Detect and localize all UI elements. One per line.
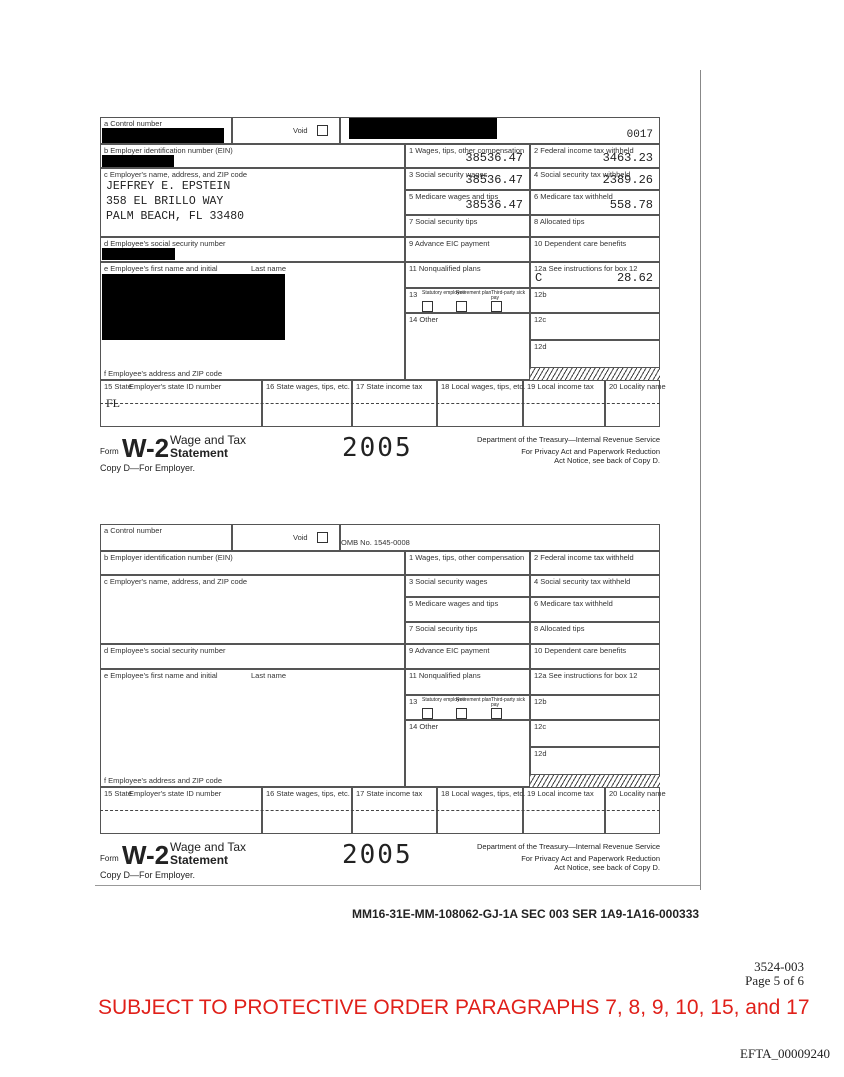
box1-cell: [405, 144, 530, 168]
form-footer: [100, 838, 660, 882]
box13-cell: [405, 288, 530, 313]
employee-name-cell: [100, 669, 405, 787]
form-word: Form: [100, 854, 119, 863]
form-w2-title: W-2: [122, 840, 170, 870]
void-cell: [232, 524, 340, 551]
box17-cell-label: 17 State income tax: [356, 382, 423, 391]
ssn-cell: [100, 644, 405, 669]
box18-cell-label: 18 Local wages, tips, etc.: [441, 789, 526, 798]
redaction: [102, 155, 174, 167]
box3-cell-label: 3 Social security wages: [409, 577, 488, 586]
box9-cell: [405, 644, 530, 669]
box8-cell-label: 8 Allocated tips: [534, 217, 585, 226]
doc-number: 3524-003: [754, 959, 804, 974]
box8-cell: [530, 622, 660, 644]
box12b-cell-label: 12b: [534, 697, 547, 706]
box2-cell: [530, 144, 660, 168]
box17-cell-label: 17 State income tax: [356, 789, 423, 798]
privacy-line1: For Privacy Act and Paperwork Reduction: [521, 447, 660, 456]
dept-label: Department of the Treasury—Internal Revenue Service: [476, 842, 660, 851]
ssn-cell-label: d Employee's social security number: [104, 239, 226, 248]
top-right-cell: [340, 524, 660, 551]
hatched-area: [530, 368, 660, 380]
box12b-cell-label: 12b: [534, 290, 547, 299]
box15-cell-label: 15 State: [104, 789, 132, 798]
box13-ret-checkbox[interactable]: [456, 708, 467, 719]
box12a-cell: [530, 669, 660, 695]
box14-cell-label: 14 Other: [409, 315, 439, 324]
tax-year: 2005: [342, 433, 413, 463]
box8-cell: [530, 215, 660, 237]
box12b-cell: [530, 695, 660, 720]
box12a-value: 28.62: [616, 271, 653, 285]
privacy-line2: Act Notice, see back of Copy D.: [554, 456, 660, 465]
box5-cell: [405, 190, 530, 215]
dept-label: Department of the Treasury—Internal Revenue Service: [476, 435, 660, 444]
box1-value: 38536.47: [465, 151, 523, 165]
box13-ret-label: Retirement plan: [456, 290, 492, 296]
box12d-cell: [530, 340, 660, 368]
w2-form-copy-blank: [100, 524, 666, 884]
scan-edge: [700, 70, 701, 890]
form-word: Form: [100, 447, 119, 456]
box13-cell-label: 13: [409, 697, 418, 706]
ssn-cell-label: d Employee's social security number: [104, 646, 226, 655]
box2-value: 3463.23: [602, 151, 653, 165]
box20-cell-label: 20 Locality name: [609, 382, 666, 391]
privacy-line1: For Privacy Act and Paperwork Reduction: [521, 854, 660, 863]
page-number: Page 5 of 6: [745, 973, 804, 988]
box16-cell-label: 16 State wages, tips, etc.: [266, 789, 350, 798]
redaction: [102, 128, 224, 143]
box12c-cell-label: 12c: [534, 315, 547, 324]
box4-value: 2389.26: [602, 173, 653, 187]
state-id-label: Employer's state ID number: [129, 789, 222, 798]
box12c-cell-label: 12c: [534, 722, 547, 731]
box13-3p-label: Third-party sick pay: [491, 697, 526, 708]
box8-cell-label: 8 Allocated tips: [534, 624, 585, 633]
box3-cell: [405, 168, 530, 190]
void-checkbox[interactable]: [317, 532, 328, 543]
box10-cell-label: 10 Dependent care benefits: [534, 646, 627, 655]
box18-cell-label: 18 Local wages, tips, etc.: [441, 382, 526, 391]
box13-stat-label: Statutory employee: [422, 290, 466, 296]
box6-value: 558.78: [609, 198, 653, 212]
box9-cell: [405, 237, 530, 262]
employee-name-cell-label: e Employee's first name and initial: [104, 671, 218, 680]
control-number-cell-label: a Control number: [104, 119, 162, 128]
box12a-cell-label: 12a See instructions for box 12: [534, 264, 638, 273]
employer-address: JEFFREY E. EPSTEIN 358 EL BRILLO WAY PALM BEACH, FL 33480: [106, 180, 245, 223]
control-number-cell: [100, 524, 232, 551]
box12c-cell: [530, 720, 660, 747]
box12a-code: C: [535, 271, 543, 285]
box19-cell-label: 19 Local income tax: [527, 789, 594, 798]
ein-cell-label: b Employer identification number (EIN): [104, 553, 233, 562]
box11-cell-label: 11 Nonqualified plans: [409, 264, 481, 273]
box19-cell-label: 19 Local income tax: [527, 382, 594, 391]
box12d-cell-label: 12d: [534, 749, 547, 758]
box12a-cell: [530, 262, 660, 288]
box12d-cell-label: 12d: [534, 342, 547, 351]
void-cell: [232, 117, 340, 144]
hatched-area: [530, 775, 660, 787]
omb-number: OMB No. 1545-0008: [341, 538, 410, 547]
box6-cell-label: 6 Medicare tax withheld: [534, 599, 613, 608]
box10-cell-label: 10 Dependent care benefits: [534, 239, 627, 248]
row-divider: [100, 403, 660, 404]
box6-cell-label: 6 Medicare tax withheld: [534, 192, 613, 201]
title-line1: Wage and Tax: [170, 840, 247, 854]
box12d-cell: [530, 747, 660, 775]
box13-stat-checkbox[interactable]: [422, 301, 433, 312]
box6-cell: [530, 190, 660, 215]
w2-form-copy-filled: [100, 117, 666, 477]
box7-cell-label: 7 Social security tips: [409, 624, 478, 633]
box12c-cell: [530, 313, 660, 340]
box13-stat-label: Statutory employee: [422, 697, 466, 703]
page-info: [745, 960, 804, 988]
employer-name-cell-label: c Employer's name, address, and ZIP code: [104, 170, 248, 179]
box13-3p-checkbox[interactable]: [491, 708, 502, 719]
title-line2: Statement: [170, 853, 229, 867]
employer-name-cell-label: c Employer's name, address, and ZIP code: [104, 577, 248, 586]
box3-cell-label: 3 Social security wages: [409, 170, 488, 179]
void-label: Void: [293, 126, 308, 135]
box7-cell: [405, 215, 530, 237]
box7-cell: [405, 622, 530, 644]
box5-cell: [405, 597, 530, 622]
box14-cell: [405, 313, 530, 380]
box14-cell-label: 14 Other: [409, 722, 439, 731]
employee-name-cell-label: e Employee's first name and initial: [104, 264, 218, 273]
box11-cell: [405, 262, 530, 288]
title-line1: Wage and Tax: [170, 433, 247, 447]
box5-cell-label: 5 Medicare wages and tips: [409, 599, 499, 608]
box1-cell: [405, 551, 530, 575]
box4-cell-label: 4 Social security tax withheld: [534, 170, 631, 179]
ein-cell: [100, 551, 405, 575]
employee-address-label: f Employee's address and ZIP code: [104, 369, 223, 378]
box20-cell-label: 20 Locality name: [609, 789, 666, 798]
box2-cell-label: 2 Federal income tax withheld: [534, 553, 634, 562]
box7-cell-label: 7 Social security tips: [409, 217, 478, 226]
box1-cell-label: 1 Wages, tips, other compensation: [409, 146, 525, 155]
box5-value: 38536.47: [465, 198, 523, 212]
box12a-cell-label: 12a See instructions for box 12: [534, 671, 638, 680]
sequence-number: 0017: [626, 129, 653, 141]
last-name-label: Last name: [251, 671, 287, 680]
employer-name-cell: [100, 575, 405, 644]
bates-line: MM16-31E-MM-108062-GJ-1A SEC 003 SER 1A9-1A16-000333: [352, 907, 700, 921]
form-footer: [100, 431, 660, 475]
box13-cell: [405, 695, 530, 720]
redaction: [349, 118, 497, 139]
title-line2: Statement: [170, 446, 229, 460]
void-label: Void: [293, 533, 308, 542]
box10-cell: [530, 644, 660, 669]
box5-cell-label: 5 Medicare wages and tips: [409, 192, 499, 201]
box6-cell: [530, 597, 660, 622]
redaction: [102, 248, 175, 260]
copy-label: Copy D—For Employer.: [100, 463, 196, 473]
box10-cell: [530, 237, 660, 262]
box2-cell-label: 2 Federal income tax withheld: [534, 146, 634, 155]
box15-cell-label: 15 State: [104, 382, 132, 391]
box13-3p-label: Third-party sick pay: [491, 290, 526, 301]
box4-cell: [530, 168, 660, 190]
scan-edge-bottom: [95, 885, 700, 886]
box4-cell-label: 4 Social security tax withheld: [534, 577, 631, 586]
box13-3p-checkbox[interactable]: [491, 301, 502, 312]
control-number-cell-label: a Control number: [104, 526, 162, 535]
box13-stat-checkbox[interactable]: [422, 708, 433, 719]
privacy-line2: Act Notice, see back of Copy D.: [554, 863, 660, 872]
row-divider: [100, 810, 660, 811]
state-value: FL: [106, 396, 121, 410]
ein-cell-label: b Employer identification number (EIN): [104, 146, 233, 155]
box13-ret-checkbox[interactable]: [456, 301, 467, 312]
efta-id: EFTA_00009240: [740, 1046, 830, 1061]
box12b-cell: [530, 288, 660, 313]
box3-cell: [405, 575, 530, 597]
copy-label: Copy D—For Employer.: [100, 870, 196, 880]
box13-cell-label: 13: [409, 290, 418, 299]
box9-cell-label: 9 Advance EIC payment: [409, 646, 490, 655]
box3-value: 38536.47: [465, 173, 523, 187]
box16-cell-label: 16 State wages, tips, etc.: [266, 382, 350, 391]
box2-cell: [530, 551, 660, 575]
protective-order-notice: SUBJECT TO PROTECTIVE ORDER PARAGRAPHS 7, 8, 9, 10, 15, and 17: [98, 996, 810, 1019]
last-name-label: Last name: [251, 264, 287, 273]
employee-address-label: f Employee's address and ZIP code: [104, 776, 223, 785]
box1-cell-label: 1 Wages, tips, other compensation: [409, 553, 525, 562]
void-checkbox[interactable]: [317, 125, 328, 136]
box4-cell: [530, 575, 660, 597]
box11-cell: [405, 669, 530, 695]
box14-cell: [405, 720, 530, 787]
redaction: [242, 274, 264, 284]
state-id-label: Employer's state ID number: [129, 382, 222, 391]
box11-cell-label: 11 Nonqualified plans: [409, 671, 481, 680]
tax-year: 2005: [342, 840, 413, 870]
box13-ret-label: Retirement plan: [456, 697, 492, 703]
box9-cell-label: 9 Advance EIC payment: [409, 239, 490, 248]
form-w2-title: W-2: [122, 433, 170, 463]
